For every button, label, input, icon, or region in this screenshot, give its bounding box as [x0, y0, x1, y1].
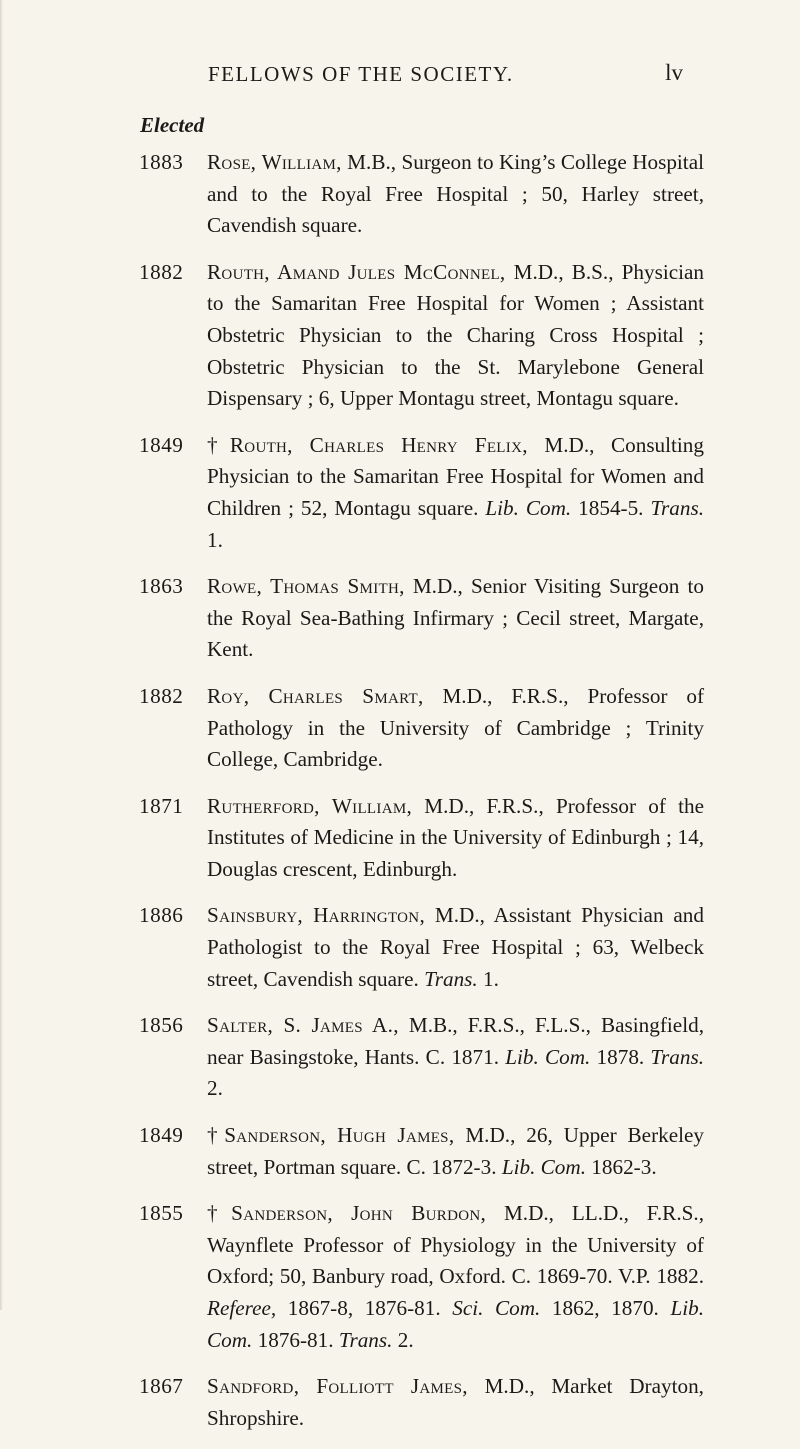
entry-body: [207, 1198, 704, 1356]
fellow-name: Sanderson, John Burdon,: [231, 1201, 487, 1226]
fellow-name: Sandford, Folliott James,: [207, 1374, 468, 1399]
page-header: [0, 62, 800, 96]
entry-body: [207, 257, 704, 415]
reference-value: 1.: [483, 966, 499, 991]
reference-label: Referee,: [207, 1296, 277, 1320]
election-year: 1886: [139, 903, 184, 928]
reference-label: Sci. Com.: [452, 1296, 541, 1320]
fellow-entry: [139, 900, 704, 995]
fellow-name: Rutherford, William,: [207, 793, 413, 818]
reference-label: Trans.: [424, 966, 478, 991]
fellow-name: Rose, William,: [207, 150, 342, 174]
fellows-list: [139, 147, 704, 1449]
entry-body: [207, 430, 704, 556]
election-year: 1849: [139, 1123, 184, 1148]
fellow-details: M.D., 26, Upper Berkeley street, Portman square. C. 1872-3.: [207, 1123, 705, 1179]
fellow-entry: [139, 430, 704, 556]
fellow-entry: [139, 1198, 704, 1356]
reference-value: 1878.: [596, 1044, 645, 1069]
fellow-entry: [139, 1371, 704, 1434]
reference-label: Lib. Com.: [207, 1296, 705, 1352]
fellow-name: Sainsbury, Harrington,: [207, 903, 426, 928]
fellow-entry: [139, 681, 704, 776]
fellow-details: M.D., F.R.S., Professor of Pathology in the University of Cambridge ; Trinity College, Cambridge.: [207, 683, 705, 772]
fellow-details: M.D., Senior Visiting Surgeon to the Royal Sea-Bathing Infirmary ; Cecil street, Margate, Kent.: [207, 574, 704, 662]
fellow-entry: [139, 1010, 704, 1105]
reference-value: 1867-8, 1876-81.: [287, 1296, 441, 1320]
reference-label: Trans.: [338, 1327, 393, 1352]
fellow-name: Rowe, Thomas Smith,: [207, 574, 405, 599]
fellow-name: Roy, Charles Smart,: [207, 683, 424, 708]
entry-body: [207, 1371, 704, 1434]
fellow-details: M.D., B.S., Physician to the Samaritan Free Hospital for Women ; Assistant Obstetric Physician to the Charing Cross Hospital ; Obstetric Physician to the St. Marylebone General Dispensary ; 6, Upper Montagu street, Montagu square.: [207, 259, 704, 411]
reference-value: 1876-81.: [257, 1327, 334, 1352]
reference-value: 2.: [207, 1076, 223, 1101]
fellow-details: M.D., Assistant Physician and Pathologist to the Royal Free Hospital ; 63, Welbeck street, Cavendish square.: [207, 903, 704, 991]
election-year: 1883: [139, 150, 184, 174]
entry-body: [207, 1120, 704, 1183]
fellow-details: M.D., Market Drayton, Shropshire.: [207, 1374, 704, 1430]
fellow-details: M.D., F.R.S., Professor of the Institutes of Medicine in the University of Edinburgh ; 14, Douglas crescent, Edinburgh.: [207, 793, 704, 881]
fellow-name: Salter, S. James A.,: [207, 1013, 399, 1038]
fellow-details: M.D., Consulting Physician to the Samaritan Free Hospital for Women and Children ; 52, Montagu square.: [207, 432, 704, 520]
elected-column-label: Elected: [140, 113, 205, 137]
election-year: 1849: [139, 432, 184, 457]
reference-label: Trans.: [650, 495, 705, 520]
entry-body: [207, 1010, 704, 1105]
deceased-dagger: †: [207, 1201, 231, 1226]
fellow-name: Sanderson, Hugh James,: [224, 1123, 455, 1148]
page-edge: [0, 0, 3, 1310]
reference-value: 1.: [207, 527, 223, 552]
reference-value: 2.: [397, 1327, 414, 1352]
entry-body: [207, 681, 704, 776]
entry-body: [207, 147, 704, 242]
election-year: 1856: [139, 1013, 184, 1038]
entry-body: [207, 571, 704, 666]
fellow-entry: [139, 791, 704, 886]
fellow-details: M.B., F.R.S., F.L.S., Basingfield, near Basingstoke, Hants. C. 1871.: [207, 1013, 704, 1069]
fellow-entry: [139, 257, 704, 415]
election-year: 1867: [139, 1374, 184, 1399]
entry-body: [207, 791, 704, 886]
deceased-dagger: †: [207, 432, 229, 457]
page-number: lv: [665, 60, 683, 85]
reference-value: 1862-3.: [591, 1154, 657, 1179]
fellow-name: Routh, Charles Henry Felix,: [229, 432, 528, 457]
fellow-entry: [139, 571, 704, 666]
reference-value: 1862, 1870.: [551, 1296, 659, 1320]
deceased-dagger: †: [207, 1123, 224, 1148]
fellow-entry: [139, 147, 704, 242]
fellow-details: M.D., LL.D., F.R.S., Waynflete Professor of Physiology in the University of Oxford; 50, Banbury road, Oxford. C. 1869-70. V.P. 1882.: [207, 1201, 704, 1289]
fellow-entry: [139, 1120, 704, 1183]
election-year: 1871: [139, 793, 184, 818]
running-head: FELLOWS OF THE SOCIETY.: [208, 62, 514, 86]
election-year: 1855: [139, 1201, 184, 1226]
reference-label: Lib. Com.: [505, 1044, 591, 1069]
election-year: 1882: [139, 259, 184, 284]
reference-label: Lib. Com.: [485, 495, 572, 520]
entry-body: [207, 900, 704, 995]
fellow-details: M.B., Surgeon to King’s College Hospital and to the Royal Free Hospital ; 50, Harley street, Cavendish square.: [207, 150, 704, 238]
reference-label: Trans.: [650, 1044, 705, 1069]
reference-value: 1854-5.: [578, 495, 644, 520]
fellow-name: Routh, Amand Jules McConnel,: [207, 259, 506, 284]
election-year: 1882: [139, 683, 184, 708]
election-year: 1863: [139, 574, 184, 599]
reference-label: Lib. Com.: [501, 1154, 586, 1179]
